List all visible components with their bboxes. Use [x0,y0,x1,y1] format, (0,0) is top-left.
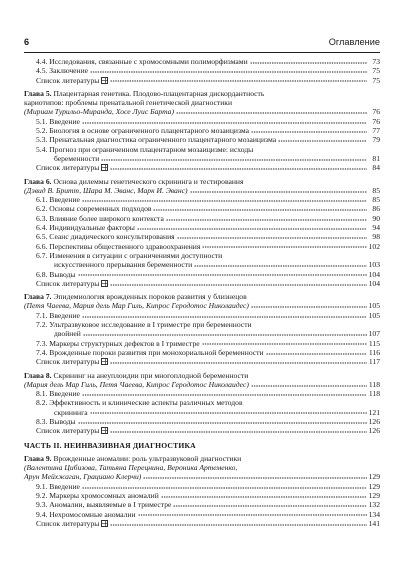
web-plus-icon [101,427,108,434]
references-entry[interactable]: Список литературы 84 [36,163,380,173]
running-header [24,38,380,53]
toc-entry[interactable]: 6.6. Перспективы общественного здравоохранения 102 [36,241,380,251]
toc-entry[interactable]: 5.4. Прогноз при ограниченном плацентарном мозаицизме: исходы [36,144,254,154]
toc-entry[interactable]: 6.7. Изменения в ситуации с ограничениями доступности [36,250,223,260]
toc-entry[interactable]: 4.5. Заключение 75 [36,66,380,76]
web-plus-icon [101,520,108,527]
page-number: 6 [24,37,30,47]
toc-entry[interactable]: 5.1. Введение 76 [36,116,380,126]
toc-entry[interactable]: 6.1. Введение 85 [36,195,380,205]
toc-entry-continuation[interactable]: двойней 107 [54,329,380,339]
toc-entry[interactable]: 6.5. Сеанс диадического консультирования 98 [36,232,380,242]
toc-entry[interactable]: 9.4. Нехромосомные аномалии 134 [36,509,380,519]
toc-entry[interactable]: 8.2. Эффективность и клинические аспекты различных методов [36,398,243,408]
toc-entry[interactable]: 8.1. Введение 118 [36,389,380,399]
chapter-5-heading[interactable]: Глава 5. Плацентарная генетика. Плодово-плацентарная дискордантность [24,88,265,98]
chapter-authors: Арун Мейхжаган, Грациано Клерчи) 129 [24,472,380,482]
chapter-authors: (Дэвид В. Бритт, Шара М. Эванс, Марк И. Эванс) 85 [24,185,380,195]
chapter-6-heading[interactable]: Глава 6. Основа дилеммы генетического скрининга и тестирования [24,176,244,186]
chapter-authors: (Мария дель Мар Гиль, Петя Чаеева, Кипрос Геродотос Николаидес) 118 [24,379,380,389]
toc-entry-continuation[interactable]: скрининга 121 [54,407,380,417]
toc-entry[interactable]: 5.3. Пренатальная диагностика ограниченного плацентарного мозаицизма 79 [36,135,380,145]
chapter-9-heading[interactable]: Глава 9. Врожденные аномалии: роль ультразвуковой диагностики [24,453,242,463]
references-entry[interactable]: Список литературы 126 [36,426,380,436]
references-entry[interactable]: Список литературы 141 [36,518,380,528]
chapter-authors: (Валентина Цибизова, Татьяна Перецнина, Вероника Артеменко, [24,463,238,473]
toc-entry[interactable]: 6.8. Выводы 104 [36,269,380,279]
toc-entry[interactable]: 9.3. Аномалии, выявляемые в I триместре 132 [36,500,380,510]
toc-entry[interactable]: 6.2. Основы современных подходов 86 [36,204,380,214]
running-title: Оглавление [328,37,380,47]
toc-entry[interactable]: 4.4. Исследования, связанные с хромосомными полиморфизмами 73 [36,57,380,66]
web-plus-icon [101,77,108,84]
toc-entry[interactable]: 8.3. Выводы 126 [36,416,380,426]
toc-entry-continuation[interactable]: искусственного прерывания беременности 103 [54,260,380,270]
references-entry[interactable]: Список литературы 104 [36,278,380,288]
toc-entry-continuation[interactable]: беременности 81 [54,153,380,163]
web-plus-icon [101,358,108,365]
toc-entry[interactable]: 5.2. Биология в основе ограниченного плацентарного мозаицизма 77 [36,126,380,136]
toc-entry[interactable]: 6.3. Влияние более широкого контекста 90 [36,213,380,223]
chapter-authors: (Мириам Турильо-Миранда, Хосе Луис Барта) 76 [24,107,380,117]
chapter-7-heading[interactable]: Глава 7. Эпидемиология врожденных пороков развития у близнецов [24,292,247,302]
toc-entry[interactable]: 9.1. Введение 129 [36,481,380,491]
part-heading[interactable]: ЧАСТЬ II. НЕИНВАЗИВНАЯ ДИАГНОСТИКА [24,440,196,450]
web-plus-icon [101,164,108,171]
chapter-title-line: кариотипов: проблемы пренатальной генетической диагностики [24,98,233,108]
table-of-contents [24,57,380,528]
web-plus-icon [101,280,108,287]
toc-entry[interactable]: 9.2. Маркеры хромосомных аномалий 129 [36,491,380,501]
references-entry[interactable]: Список литературы 117 [36,357,380,367]
toc-entry[interactable]: 7.2. Ультразвуковое исследование в I триместре при беременности [36,320,252,330]
toc-entry[interactable]: 7.1. Введение 105 [36,310,380,320]
toc-entry[interactable]: 6.4. Индивидуальные факторы 94 [36,223,380,233]
chapter-authors: (Петя Чаеева, Мария дель Мар Гиль, Кипрос Геродотос Николаидес) 105 [24,301,380,311]
references-entry[interactable]: Список литературы 75 [36,75,380,85]
toc-entry[interactable]: 7.3. Маркеры структурных дефектов в I триместре 115 [36,338,380,348]
toc-entry[interactable]: 7.4. Врожденные пороки развития при монохориальной беременности 116 [36,347,380,357]
chapter-8-heading[interactable]: Глава 8. Скрининг на анеуплоидии при многоплодной беременности [24,370,249,380]
